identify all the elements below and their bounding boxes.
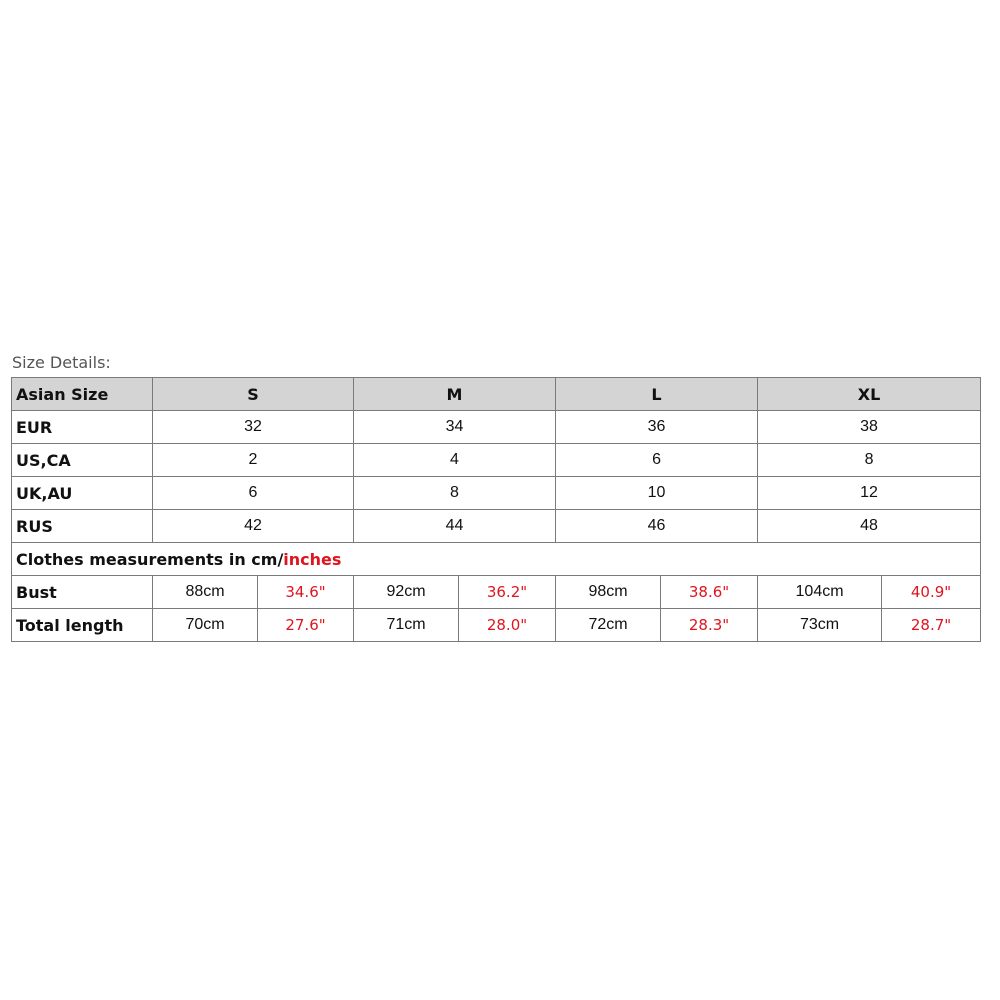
table-cell-inches: 34.6" xyxy=(258,576,354,609)
table-row xyxy=(12,576,981,609)
table-row xyxy=(12,477,981,510)
table-row xyxy=(12,510,981,543)
row-label-eur: EUR xyxy=(12,411,153,444)
table-cell: 38 xyxy=(758,411,981,444)
table-cell: 48 xyxy=(758,510,981,543)
table-cell: 2 xyxy=(153,444,354,477)
table-cell: 34 xyxy=(354,411,556,444)
size-details-caption: Size Details: xyxy=(12,353,111,372)
table-cell: 8 xyxy=(354,477,556,510)
table-cell: 8 xyxy=(758,444,981,477)
table-cell-inches: 28.7" xyxy=(882,609,981,642)
size-header-s: S xyxy=(153,378,354,411)
asian-size-label: Asian Size xyxy=(12,378,153,411)
row-label-us-ca: US,CA xyxy=(12,444,153,477)
row-label-bust: Bust xyxy=(12,576,153,609)
size-header-xl: XL xyxy=(758,378,981,411)
table-cell: 46 xyxy=(556,510,758,543)
table-cell: 32 xyxy=(153,411,354,444)
measurement-note-row xyxy=(12,543,981,576)
table-cell-inches: 28.3" xyxy=(661,609,758,642)
table-cell: 6 xyxy=(556,444,758,477)
table-cell: 36 xyxy=(556,411,758,444)
size-chart-table xyxy=(11,377,981,642)
table-cell: 42 xyxy=(153,510,354,543)
table-cell-cm: 88cm xyxy=(153,576,258,609)
size-header-m: M xyxy=(354,378,556,411)
table-cell-inches: 27.6" xyxy=(258,609,354,642)
table-cell-inches: 36.2" xyxy=(459,576,556,609)
table-row xyxy=(12,411,981,444)
measurement-note xyxy=(12,543,981,576)
table-row xyxy=(12,609,981,642)
size-header-row xyxy=(12,378,981,411)
table-cell-inches: 38.6" xyxy=(661,576,758,609)
table-cell-cm: 71cm xyxy=(354,609,459,642)
row-label-rus: RUS xyxy=(12,510,153,543)
table-row xyxy=(12,444,981,477)
row-label-uk-au: UK,AU xyxy=(12,477,153,510)
table-cell: 10 xyxy=(556,477,758,510)
table-cell-cm: 70cm xyxy=(153,609,258,642)
measurement-note-prefix: Clothes measurements in cm/ xyxy=(16,549,284,569)
table-cell-cm: 92cm xyxy=(354,576,459,609)
table-cell-inches: 28.0" xyxy=(459,609,556,642)
table-cell-cm: 73cm xyxy=(758,609,882,642)
table-cell: 4 xyxy=(354,444,556,477)
measurement-note-inches: inches xyxy=(283,549,342,569)
table-cell-cm: 98cm xyxy=(556,576,661,609)
table-cell-inches: 40.9" xyxy=(882,576,981,609)
table-cell: 44 xyxy=(354,510,556,543)
size-header-l: L xyxy=(556,378,758,411)
table-cell-cm: 104cm xyxy=(758,576,882,609)
table-cell: 6 xyxy=(153,477,354,510)
table-cell: 12 xyxy=(758,477,981,510)
table-cell-cm: 72cm xyxy=(556,609,661,642)
row-label-total-length: Total length xyxy=(12,609,153,642)
